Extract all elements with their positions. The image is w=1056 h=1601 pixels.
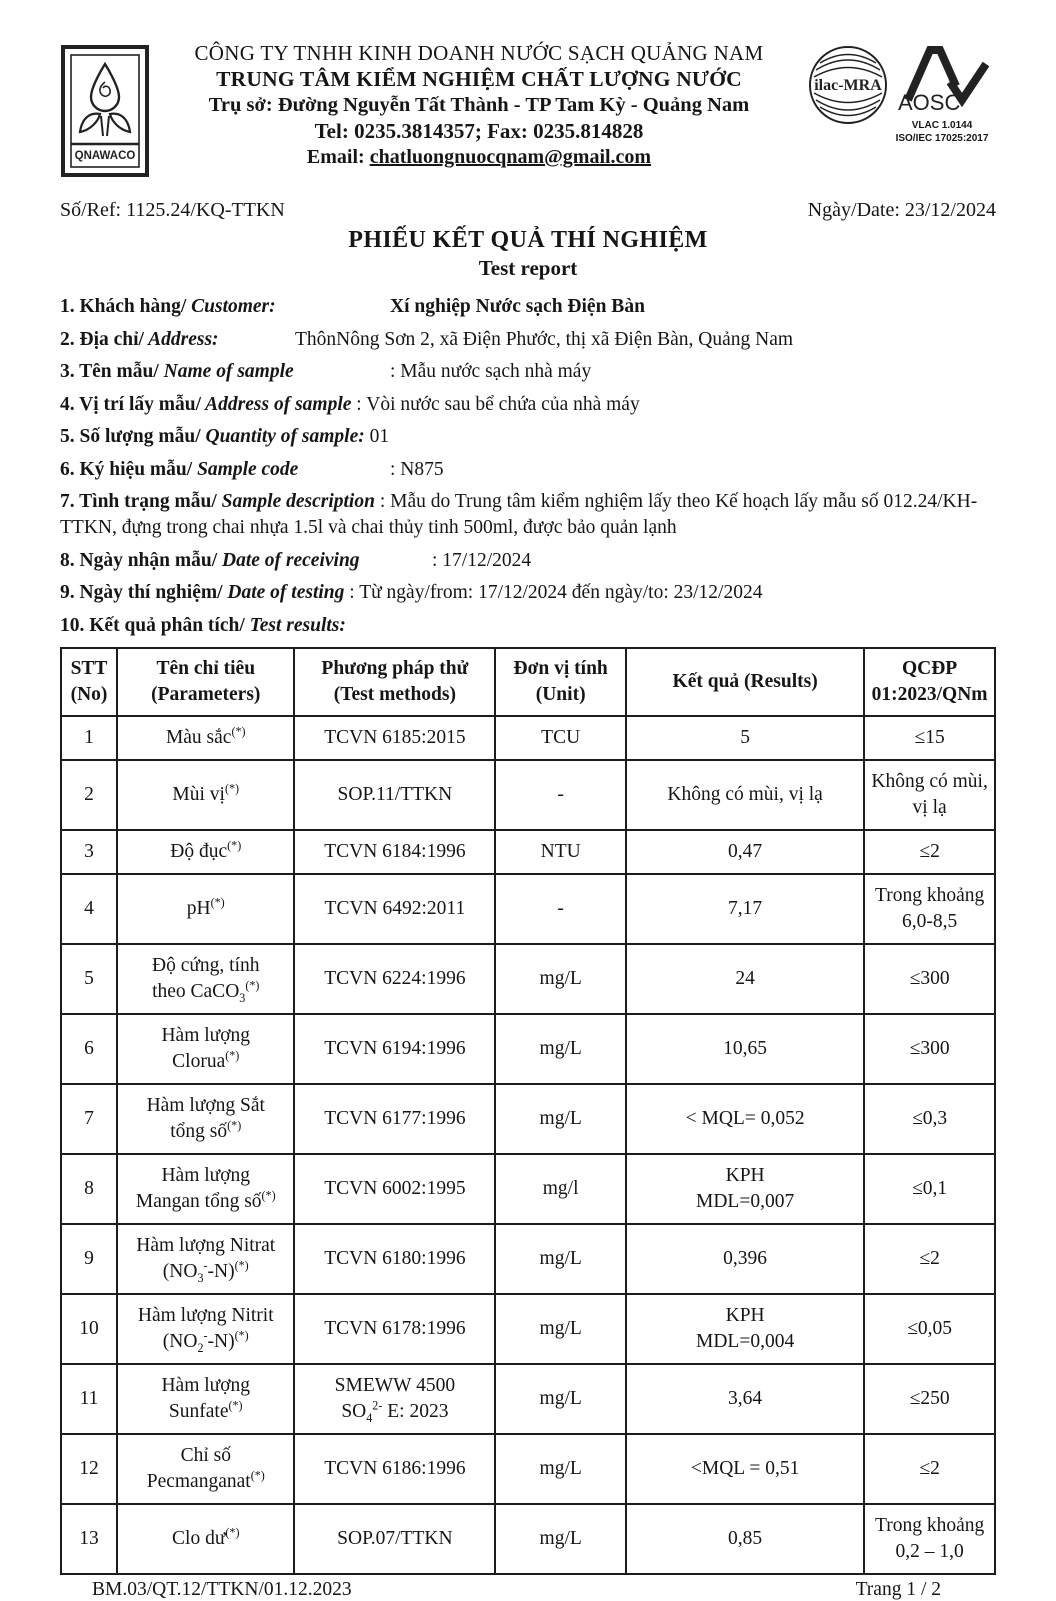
cell-method: TCVN 6184:1996 <box>294 830 495 874</box>
col-header-unit: Đơn vị tính (Unit) <box>495 648 626 716</box>
cell-limit: ≤250 <box>864 1364 995 1434</box>
cell-method: TCVN 6002:1995 <box>294 1154 495 1224</box>
cell-result: 0,47 <box>626 830 864 874</box>
table-row <box>61 1084 995 1154</box>
info-sample-name <box>60 359 996 385</box>
cell-unit: NTU <box>495 830 626 874</box>
cell-limit: ≤2 <box>864 1224 995 1294</box>
company-telfax: Tel: 0235.3814357; Fax: 0235.814828 <box>314 119 644 143</box>
cell-no: 8 <box>61 1154 117 1224</box>
cell-parameter: Hàm lượng Clorua(*) <box>117 1014 294 1084</box>
info-label: 1. Khách hàng/ <box>60 296 187 317</box>
cell-result: 3,64 <box>626 1364 864 1434</box>
info-label: 5. Số lượng mẫu/ <box>60 426 201 447</box>
info-customer <box>60 294 996 320</box>
cell-no: 7 <box>61 1084 117 1154</box>
info-value: : Vòi nước sau bể chứa của nhà máy <box>351 393 640 415</box>
cell-unit: mg/L <box>495 1504 626 1574</box>
cell-method: TCVN 6178:1996 <box>294 1294 495 1364</box>
water-drop-hands-icon <box>60 44 150 178</box>
table-row <box>61 1364 995 1434</box>
cell-parameter: Hàm lượng Sắt tổng số(*) <box>117 1084 294 1154</box>
cell-limit: ≤2 <box>864 1434 995 1504</box>
cell-no: 1 <box>61 716 117 760</box>
info-value: 01 <box>364 426 390 447</box>
cell-method: TCVN 6186:1996 <box>294 1434 495 1504</box>
cell-no: 13 <box>61 1504 117 1574</box>
table-row <box>61 830 995 874</box>
cell-no: 3 <box>61 830 117 874</box>
info-label-en: Quantity of sample: <box>200 426 365 447</box>
info-label: 10. Kết quả phân tích/ <box>60 614 245 636</box>
email-label: Email: <box>306 146 365 168</box>
cell-result: KPH MDL=0,007 <box>626 1154 864 1224</box>
cell-method: SOP.11/TTKN <box>294 760 495 830</box>
letterhead <box>60 32 996 183</box>
cell-result: 0,396 <box>626 1224 864 1294</box>
cell-parameter: Chỉ số Pecmanganat(*) <box>117 1434 294 1504</box>
page-footer <box>60 1579 996 1601</box>
cell-parameter: Hàm lượng Nitrat $(NO_3^--N)^{(*)}$ <box>117 1224 294 1294</box>
cell-method: SOP.07/TTKN <box>294 1504 495 1574</box>
sample-info-list <box>60 294 996 639</box>
info-label: 3. Tên mẫu/ <box>60 361 159 382</box>
cell-result: < MQL= 0,052 <box>626 1084 864 1154</box>
cell-result: 0,85 <box>626 1504 864 1574</box>
info-address <box>60 327 996 353</box>
cell-limit: Không có mùi, vị lạ <box>864 760 995 830</box>
cell-parameter: Mùi vị(*) <box>117 760 294 830</box>
cell-no: 10 <box>61 1294 117 1364</box>
cell-limit: ≤300 <box>864 1014 995 1084</box>
info-label-en: Sample code <box>192 458 299 480</box>
info-label: 8. Ngày nhận mẫu/ <box>60 549 218 571</box>
ref-row <box>60 199 996 222</box>
cell-limit: Trong khoảng 6,0-8,5 <box>864 874 995 944</box>
cell-result: 24 <box>626 944 864 1014</box>
table-row <box>61 1014 995 1084</box>
cell-unit: mg/L <box>495 1224 626 1294</box>
cell-unit: - <box>495 874 626 944</box>
aosc-check-icon <box>894 42 990 114</box>
cell-result: KPH MDL=0,004 <box>626 1294 864 1364</box>
aosc-logo <box>894 42 990 145</box>
info-label: 4. Vị trí lấy mẫu/ <box>60 393 202 415</box>
accreditation-logos <box>806 32 996 145</box>
info-label-en: Date of receiving <box>217 549 360 571</box>
cell-limit: ≤0,3 <box>864 1084 995 1154</box>
cell-unit: mg/L <box>495 1084 626 1154</box>
svg-text:ilac-MRA: ilac-MRA <box>814 77 882 94</box>
cell-no: 6 <box>61 1014 117 1084</box>
cell-parameter: Hàm lượng Mangan tổng số(*) <box>117 1154 294 1224</box>
info-sample-quantity <box>60 424 996 450</box>
cell-parameter: Clo dư(*) <box>117 1504 294 1574</box>
info-value: : Mẫu nước sạch nhà máy <box>390 361 592 382</box>
cell-limit: ≤300 <box>864 944 995 1014</box>
col-header-parameter: Tên chỉ tiêu (Parameters) <box>117 648 294 716</box>
info-sample-description <box>60 489 996 541</box>
cell-result: Không có mùi, vị lạ <box>626 760 864 830</box>
info-label: 9. Ngày thí nghiệm/ <box>60 582 223 603</box>
cell-no: 12 <box>61 1434 117 1504</box>
info-date-testing <box>60 580 996 606</box>
table-row <box>61 1154 995 1224</box>
email-link[interactable]: chatluongnuocqnam@gmail.com <box>369 146 652 168</box>
cell-result: 5 <box>626 716 864 760</box>
info-label: 2. Địa chỉ/ <box>60 328 144 350</box>
cell-limit: Trong khoảng 0,2 – 1,0 <box>864 1504 995 1574</box>
cell-parameter: Hàm lượng Nitrit $(NO_2^--N)^{(*)}$ <box>117 1294 294 1364</box>
cell-limit: ≤0,05 <box>864 1294 995 1364</box>
company-address: Trụ sở: Đường Nguyễn Tất Thành - TP Tam Kỳ - Quảng Nam <box>208 94 750 116</box>
cell-parameter: Độ cứng, tính theo CaCO$_3$(*) <box>117 944 294 1014</box>
info-date-receiving <box>60 548 996 574</box>
cell-method: TCVN 6492:2011 <box>294 874 495 944</box>
cell-unit: TCU <box>495 716 626 760</box>
svg-text:QNAWACO: QNAWACO <box>74 150 136 162</box>
info-label-en: Date of testing <box>222 582 345 603</box>
info-label-en: Test results: <box>244 614 346 636</box>
cell-unit: mg/L <box>495 1294 626 1364</box>
cell-limit: ≤0,1 <box>864 1154 995 1224</box>
ilac-mra-icon <box>806 42 890 128</box>
info-label: 7. Tình trạng mẫu/ <box>60 491 217 512</box>
table-row <box>61 1504 995 1574</box>
info-label-en: Customer: <box>186 296 276 317</box>
info-value: : N875 <box>390 458 444 480</box>
cell-method: TCVN 6180:1996 <box>294 1224 495 1294</box>
cell-unit: mg/L <box>495 1434 626 1504</box>
report-title-en: Test report <box>478 256 578 280</box>
info-value: Xí nghiệp Nước sạch Điện Bàn <box>390 296 645 317</box>
results-table-body <box>61 716 995 1574</box>
cell-method: TCVN 6194:1996 <box>294 1014 495 1084</box>
aosc-vlac-text: VLAC 1.0144 <box>911 120 973 131</box>
col-header-method: Phương pháp thử (Test methods) <box>294 648 495 716</box>
qnawaco-logo <box>60 32 152 183</box>
letterhead-text <box>152 32 806 170</box>
info-test-results-heading <box>60 613 996 639</box>
cell-no: 9 <box>61 1224 117 1294</box>
info-value: : 17/12/2024 <box>432 549 532 571</box>
cell-result: 7,17 <box>626 874 864 944</box>
company-email-line <box>152 144 806 170</box>
results-table <box>60 647 996 1575</box>
table-row <box>61 1434 995 1504</box>
cell-result: 10,65 <box>626 1014 864 1084</box>
cell-limit: ≤15 <box>864 716 995 760</box>
table-row <box>61 760 995 830</box>
center-name: TRUNG TÂM KIỂM NGHIỆM CHẤT LƯỢNG NƯỚC <box>216 67 742 91</box>
info-value: ThônNông Sơn 2, xã Điện Phước, thị xã Điện Bàn, Quảng Nam <box>295 328 794 350</box>
cell-unit: mg/l <box>495 1154 626 1224</box>
cell-method: TCVN 6185:2015 <box>294 716 495 760</box>
form-code: BM.03/QT.12/TTKN/01.12.2023 <box>92 1578 352 1600</box>
report-title-vi: PHIẾU KẾT QUẢ THÍ NGHIỆM <box>348 227 708 253</box>
cell-parameter: pH(*) <box>117 874 294 944</box>
table-row <box>61 874 995 944</box>
cell-unit: - <box>495 760 626 830</box>
table-row <box>61 1224 995 1294</box>
cell-parameter: Màu sắc(*) <box>117 716 294 760</box>
cell-no: 2 <box>61 760 117 830</box>
info-value: : Mẫu do Trung tâm kiểm nghiệm lấy theo Kế hoạch lấy mẫu số 012.24/KH-TTKN, đựng trong chai nhựa 1.5l và chai thủy tinh 500ml, được bảo quản lạnh <box>60 491 978 538</box>
ref-date: Ngày/Date: 23/12/2024 <box>807 199 996 221</box>
company-name: CÔNG TY TNHH KINH DOANH NƯỚC SẠCH QUẢNG NAM <box>194 41 764 65</box>
table-row <box>61 944 995 1014</box>
info-label-en: Name of sample <box>158 361 294 382</box>
cell-method: SMEWW 4500 $SO_4^{2-}$ E: 2023 <box>294 1364 495 1434</box>
info-sample-location <box>60 392 996 418</box>
table-row <box>61 716 995 760</box>
table-row <box>61 1294 995 1364</box>
info-label-en: Address: <box>143 328 219 350</box>
cell-no: 5 <box>61 944 117 1014</box>
cell-parameter: Hàm lượng Sunfate(*) <box>117 1364 294 1434</box>
info-label-en: Address of sample <box>201 393 352 415</box>
cell-parameter: Độ đục(*) <box>117 830 294 874</box>
info-label-en: Sample description <box>216 491 375 512</box>
ref-number: Số/Ref: 1125.24/KQ-TTKN <box>60 199 285 221</box>
cell-unit: mg/L <box>495 1364 626 1434</box>
title-block <box>60 226 996 282</box>
col-header-limit: QCĐP 01:2023/QNm <box>864 648 995 716</box>
page-number: Trang 1 / 2 <box>855 1578 941 1600</box>
cell-unit: mg/L <box>495 1014 626 1084</box>
col-header-result: Kết quả (Results) <box>626 648 864 716</box>
cell-no: 11 <box>61 1364 117 1434</box>
svg-text:AOSC: AOSC <box>898 90 961 114</box>
info-value: : Từ ngày/from: 17/12/2024 đến ngày/to: 23/12/2024 <box>344 582 763 603</box>
cell-result: <MQL = 0,51 <box>626 1434 864 1504</box>
table-header-row <box>61 648 995 716</box>
cell-method: TCVN 6224:1996 <box>294 944 495 1014</box>
cell-limit: ≤2 <box>864 830 995 874</box>
info-label: 6. Ký hiệu mẫu/ <box>60 458 193 480</box>
cell-unit: mg/L <box>495 944 626 1014</box>
col-header-no: STT (No) <box>61 648 117 716</box>
cell-method: TCVN 6177:1996 <box>294 1084 495 1154</box>
aosc-iso-text: ISO/IEC 17025:2017 <box>895 133 989 144</box>
cell-no: 4 <box>61 874 117 944</box>
info-sample-code <box>60 457 996 483</box>
